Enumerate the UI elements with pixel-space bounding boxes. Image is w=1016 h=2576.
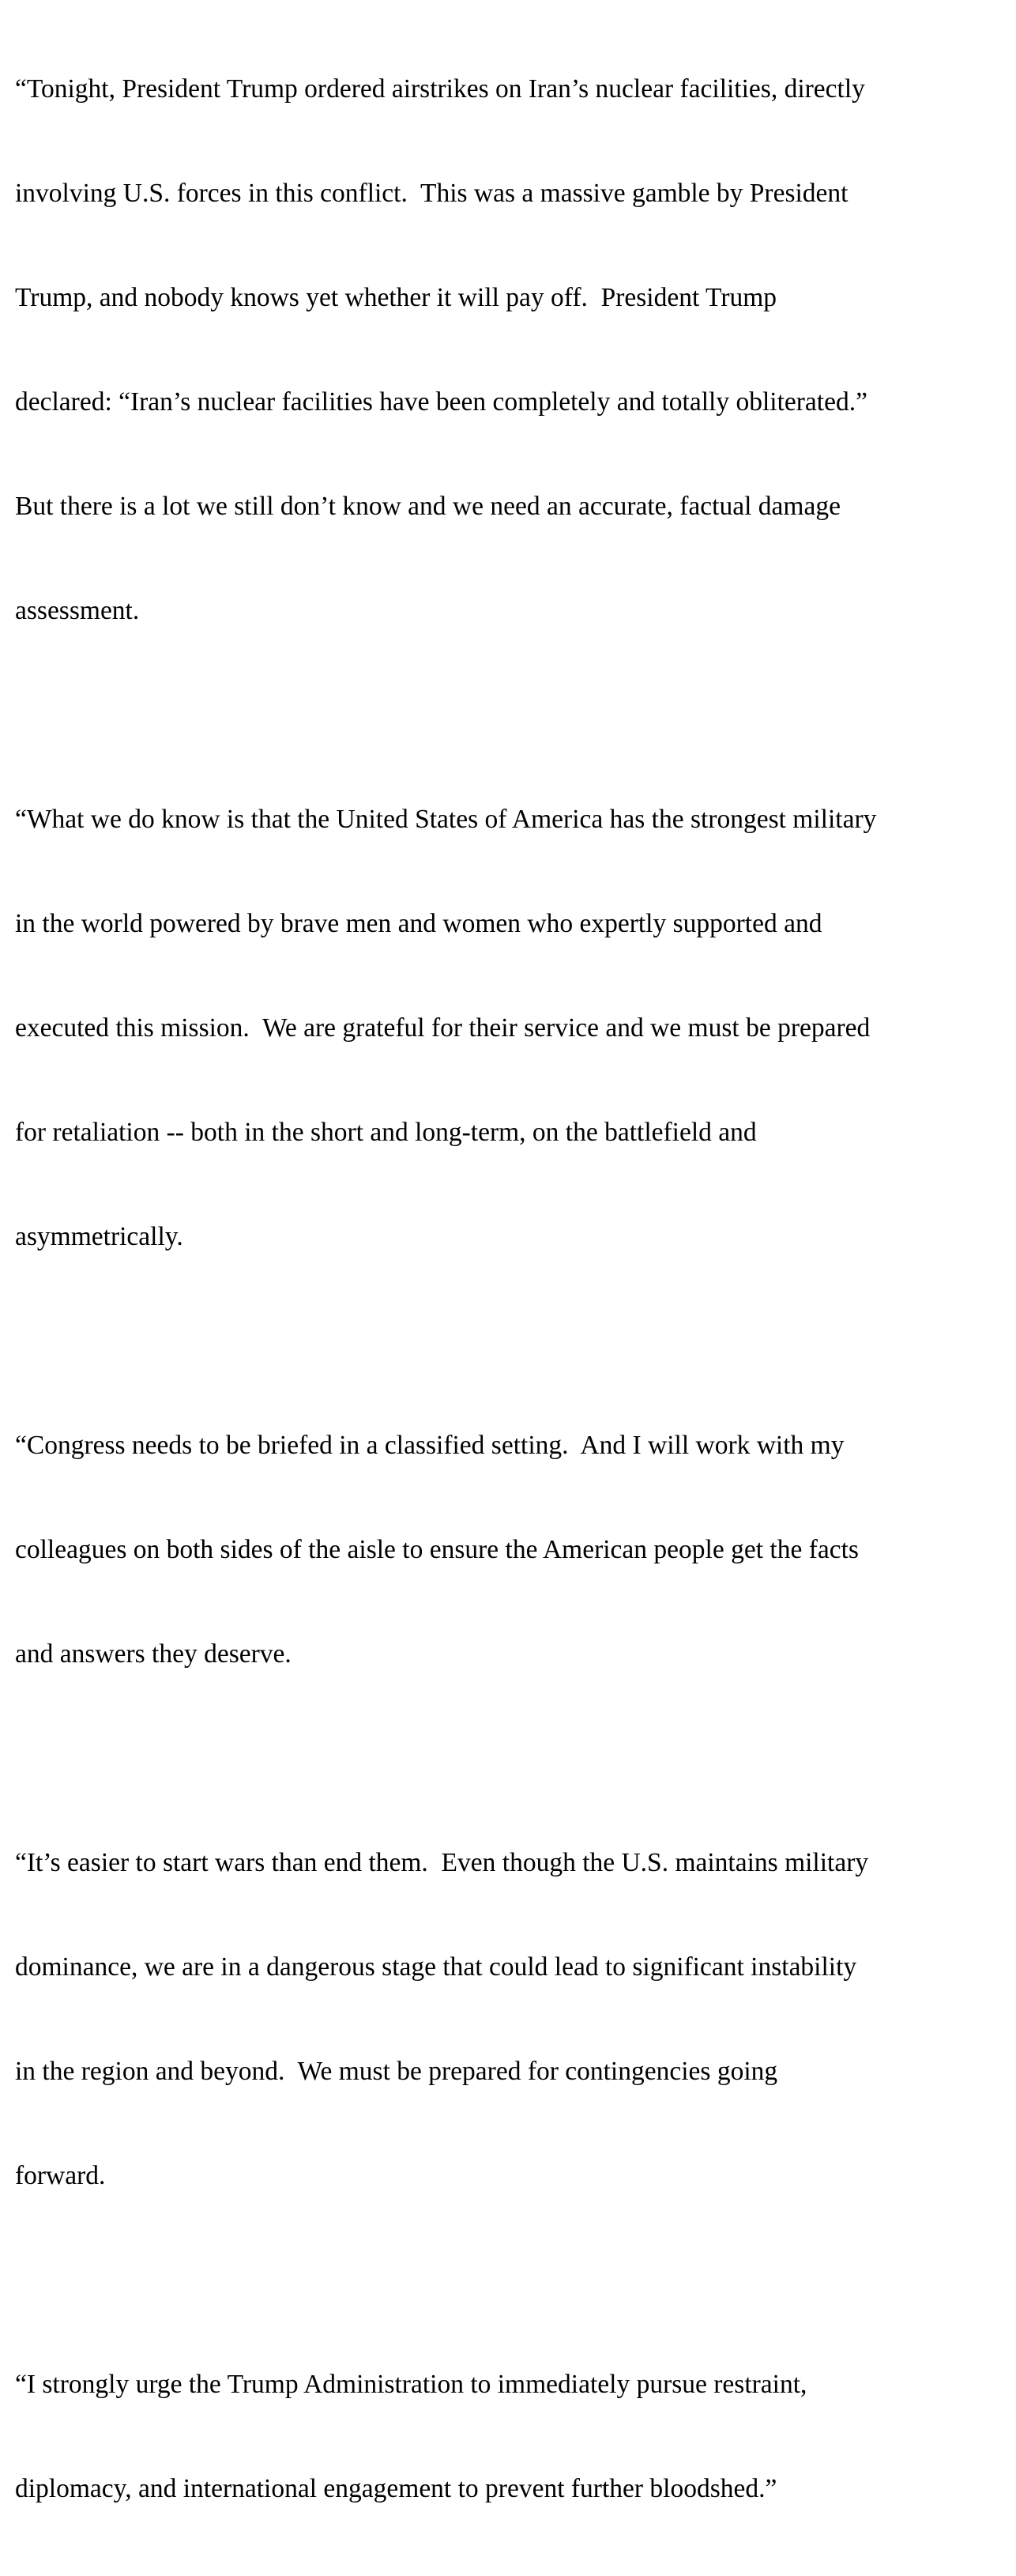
text-line: diplomacy, and international engagement to prevent further bloodshed.” bbox=[15, 2474, 777, 2503]
text-line: colleagues on both sides of the aisle to ensure the American people get the facts bbox=[15, 1535, 859, 1564]
text-line: assessment. bbox=[15, 596, 140, 625]
text-line: dominance, we are in a dangerous stage that could lead to significant instability bbox=[15, 1952, 857, 1982]
text-line: in the world powered by brave men and women who expertly supported and bbox=[15, 909, 822, 938]
statement-document bbox=[15, 2, 1009, 2576]
paragraph-4 bbox=[15, 1776, 1009, 2263]
text-line: for retaliation -- both in the short and long-term, on the battlefield and bbox=[15, 1118, 757, 1147]
text-line: “Congress needs to be briefed in a classified setting. And I will work with my bbox=[15, 1431, 845, 1460]
text-line: But there is a lot we still don’t know and we need an accurate, factual damage bbox=[15, 492, 841, 521]
text-line: and answers they deserve. bbox=[15, 1639, 292, 1669]
text-line: executed this mission. We are grateful for their service and we must be prepared bbox=[15, 1013, 871, 1043]
text-line: in the region and beyond. We must be prepared for contingencies going bbox=[15, 2057, 778, 2086]
text-line: declared: “Iran’s nuclear facilities have been completely and totally obliterated.” bbox=[15, 387, 867, 417]
text-line: forward. bbox=[15, 2161, 106, 2190]
paragraph-3 bbox=[15, 1359, 1009, 1741]
text-line: Trump, and nobody knows yet whether it will pay off. President Trump bbox=[15, 283, 777, 312]
text-line: “It’s easier to start wars than end them. Even though the U.S. maintains military bbox=[15, 1848, 869, 1877]
text-line: asymmetrically. bbox=[15, 1222, 183, 1251]
text-line: “What we do know is that the United States of America has the strongest military bbox=[15, 805, 877, 834]
paragraph-2 bbox=[15, 733, 1009, 1324]
text-line: “I strongly urge the Trump Administration to immediately pursue restraint, bbox=[15, 2370, 807, 2399]
text-line: “Tonight, President Trump ordered airstrikes on Iran’s nuclear facilities, directly bbox=[15, 74, 865, 104]
text-line: involving U.S. forces in this conflict. This was a massive gamble by President bbox=[15, 179, 849, 208]
paragraph-1 bbox=[15, 2, 1009, 698]
paragraph-5 bbox=[15, 2298, 1009, 2576]
